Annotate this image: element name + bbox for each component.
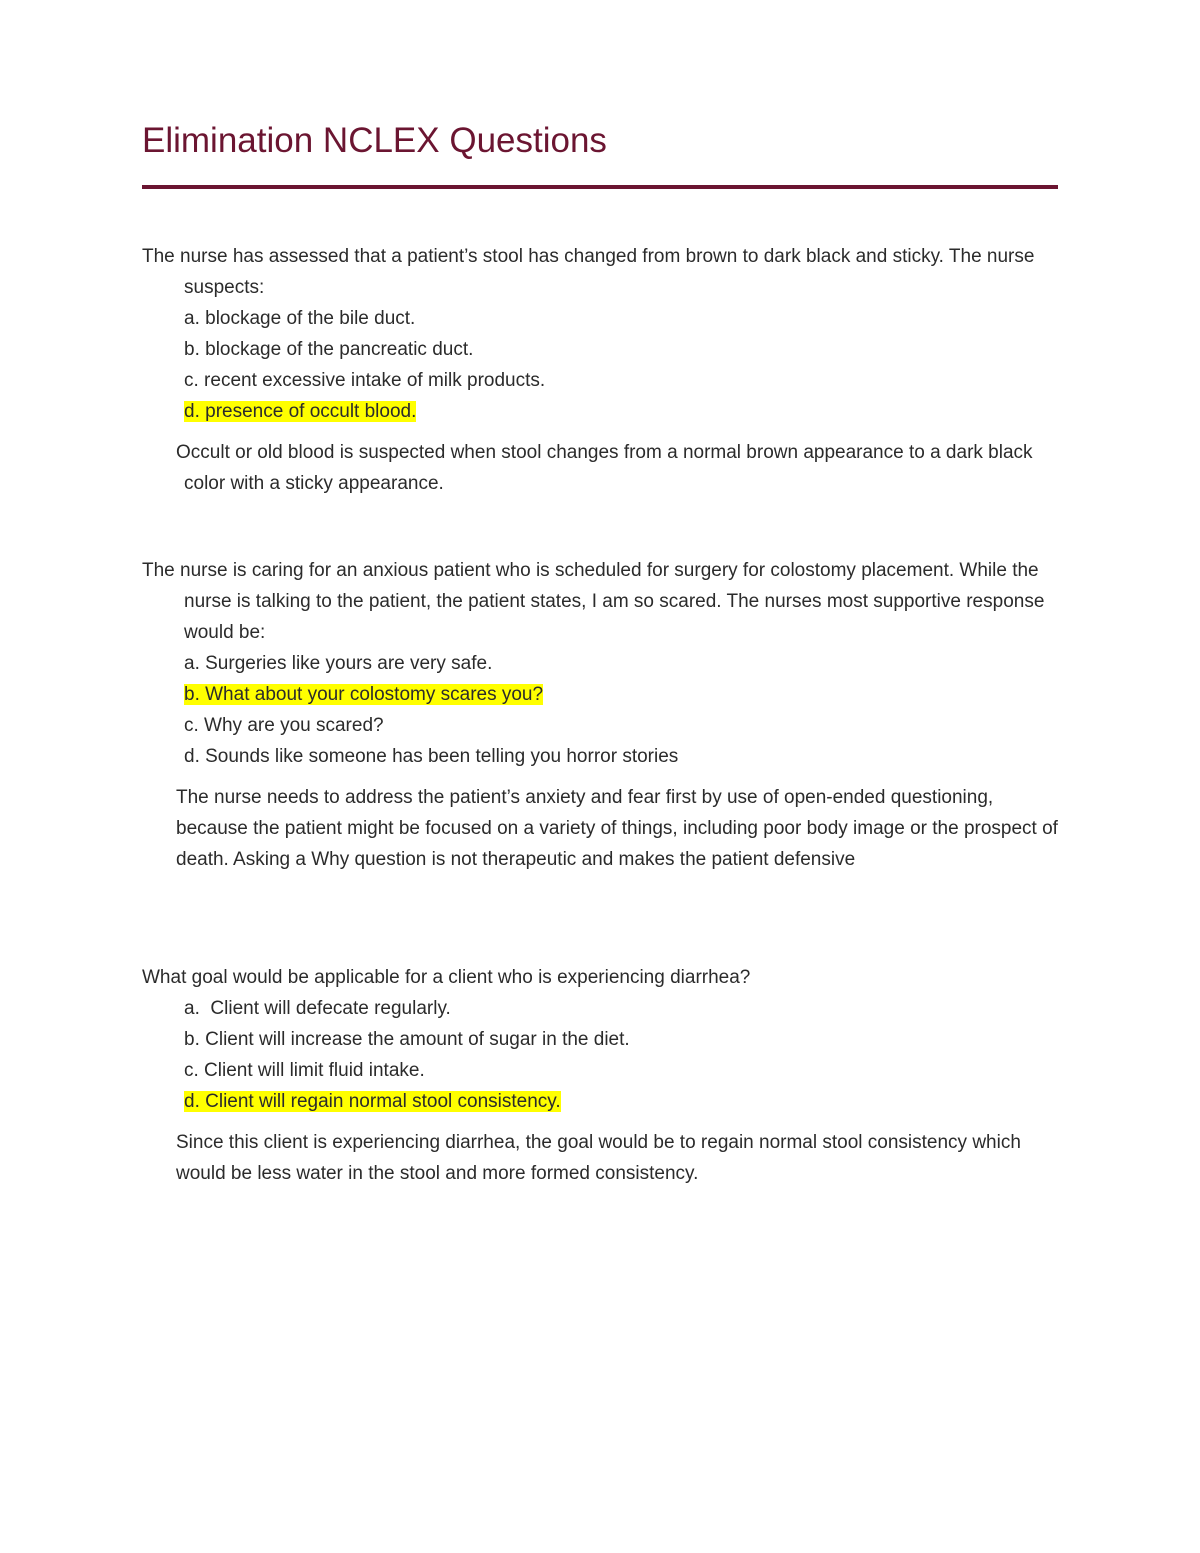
question-2-option-b xyxy=(184,679,1062,710)
option-text: a. blockage of the bile duct. xyxy=(184,308,416,329)
question-2-option-d xyxy=(184,741,1062,772)
question-1-option-a xyxy=(184,303,1062,334)
question-1-option-b xyxy=(184,334,1062,365)
question-3-option-d xyxy=(184,1086,1062,1117)
question-1-option-c xyxy=(184,365,1062,396)
question-1 xyxy=(142,241,1062,499)
title-divider xyxy=(142,185,1058,189)
question-3-option-a xyxy=(184,993,1062,1024)
question-1-rationale: Occult or old blood is suspected when stool changes from a normal brown appearance to a dark black color with a sticky appearance. xyxy=(176,442,1033,494)
question-2-rationale: The nurse needs to address the patient’s anxiety and fear first by use of open-ended questioning, because the patient might be focused on a variety of things, including poor body image or the prospect of death. Asking a Why question is not therapeutic and makes the patient defensive xyxy=(176,787,1058,870)
question-2-options xyxy=(142,648,1062,772)
question-1-stem: The nurse has assessed that a patient’s stool has changed from brown to dark black and sticky. The nurse suspects: xyxy=(142,246,1035,298)
question-3-option-b xyxy=(184,1024,1062,1055)
question-3 xyxy=(142,962,1062,1189)
question-2-option-c xyxy=(184,710,1062,741)
option-text: d. Sounds like someone has been telling you horror stories xyxy=(184,746,679,767)
option-text: b. blockage of the pancreatic duct. xyxy=(184,339,474,360)
question-2-option-a xyxy=(184,648,1062,679)
correct-answer-highlight: b. What about your colostomy scares you? xyxy=(184,684,544,705)
option-text: c. recent excessive intake of milk products. xyxy=(184,370,546,391)
correct-answer-highlight: d. presence of occult blood. xyxy=(184,401,417,422)
option-text: b. Client will increase the amount of sugar in the diet. xyxy=(184,1029,630,1050)
question-1-option-d xyxy=(184,396,1062,427)
question-3-options xyxy=(142,993,1062,1117)
question-2-stem: The nurse is caring for an anxious patient who is scheduled for surgery for colostomy placement. While the nurse is talking to the patient, the patient states, I am so scared. The nurses most supportive response would be: xyxy=(142,560,1045,643)
option-text: a. Surgeries like yours are very safe. xyxy=(184,653,493,674)
question-1-options xyxy=(142,303,1062,427)
option-text: c. Client will limit fluid intake. xyxy=(184,1060,425,1081)
question-2 xyxy=(142,555,1062,875)
page-title: Elimination NCLEX Questions xyxy=(142,121,607,160)
question-3-option-c xyxy=(184,1055,1062,1086)
correct-answer-highlight: d. Client will regain normal stool consistency. xyxy=(184,1091,561,1112)
option-text: c. Why are you scared? xyxy=(184,715,384,736)
option-text: a. Client will defecate regularly. xyxy=(184,998,451,1019)
question-3-rationale: Since this client is experiencing diarrhea, the goal would be to regain normal stool consistency which would be less water in the stool and more formed consistency. xyxy=(176,1132,1021,1184)
question-3-stem: What goal would be applicable for a client who is experiencing diarrhea? xyxy=(142,967,751,988)
